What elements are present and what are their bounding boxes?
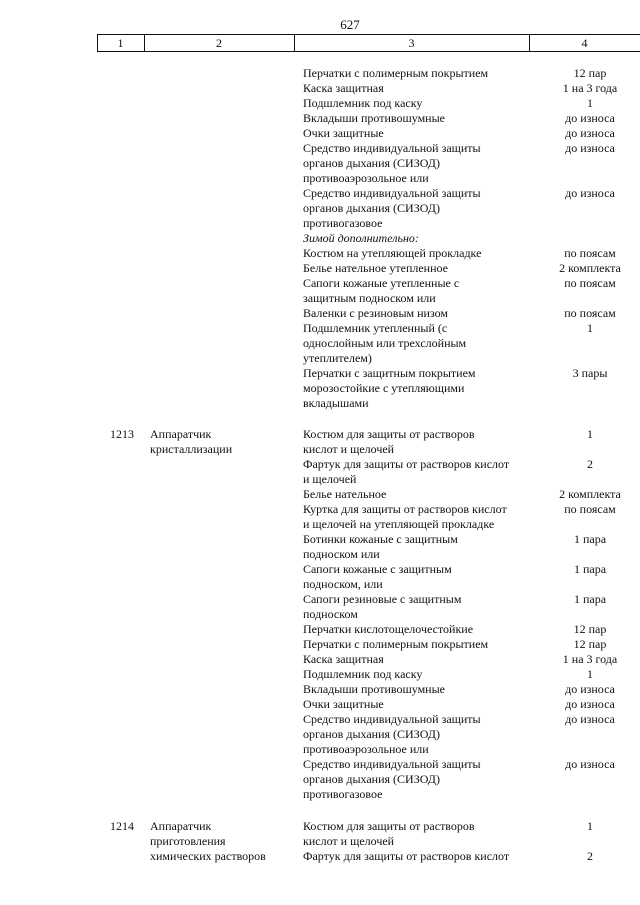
item-text: Вкладыши противошумные	[303, 111, 445, 125]
item-text: Фартук для защиты от растворов кислот	[303, 849, 510, 863]
entry-number: 1214	[110, 819, 134, 833]
item-text: вкладышами	[303, 396, 369, 410]
item-quantity: 1 пара	[573, 532, 607, 546]
item-quantity: 1	[587, 96, 593, 110]
column-header-4: 4	[581, 36, 588, 50]
item-quantity: 1	[587, 321, 593, 335]
item-text: Костюм на утепляющей прокладке	[303, 246, 482, 260]
entry-number: 1213	[110, 427, 134, 441]
item-text: Подшлемник под каску	[303, 667, 423, 681]
item-text: и щелочей	[303, 472, 357, 486]
item-text: Каска защитная	[303, 81, 384, 95]
item-quantity: до износа	[565, 126, 615, 140]
item-quantity: 1 пара	[573, 562, 607, 576]
item-text: Каска защитная	[303, 652, 384, 666]
item-quantity: по поясам	[564, 276, 616, 290]
item-text: Костюм для защиты от растворов	[303, 427, 475, 441]
item-quantity: 2	[587, 457, 593, 471]
item-text: Средство индивидуальной защиты	[303, 186, 481, 200]
column-header-1: 1	[117, 36, 124, 50]
item-quantity: 12 пар	[573, 637, 607, 651]
item-text: подноском или	[303, 547, 380, 561]
item-text: утеплителем)	[303, 351, 372, 365]
item-text: противогазовое	[303, 787, 383, 801]
item-text: и щелочей на утепляющей прокладке	[303, 517, 495, 531]
item-quantity: до износа	[565, 697, 615, 711]
column-header-3: 3	[408, 36, 415, 50]
item-text: подноском	[303, 607, 358, 621]
item-quantity: до износа	[565, 111, 615, 125]
item-text: однослойным или трехслойным	[303, 336, 467, 350]
item-quantity: по поясам	[564, 502, 616, 516]
page-number: 627	[340, 17, 360, 32]
item-text: Фартук для защиты от растворов кислот	[303, 457, 510, 471]
profession-name: химических растворов	[150, 849, 266, 863]
item-quantity: 1	[587, 667, 593, 681]
item-quantity: 2	[587, 849, 593, 863]
item-text: Подшлемник под каску	[303, 96, 423, 110]
item-text: Очки защитные	[303, 697, 384, 711]
item-quantity: 1	[587, 427, 593, 441]
item-text: морозостойкие с утепляющими	[303, 381, 465, 395]
item-text: Сапоги резиновые с защитным	[303, 592, 462, 606]
item-text: Валенки с резиновым низом	[303, 306, 449, 320]
item-quantity: по поясам	[564, 306, 616, 320]
item-text: Костюм для защиты от растворов	[303, 819, 475, 833]
item-text: кислот и щелочей	[303, 442, 395, 456]
item-text: Очки защитные	[303, 126, 384, 140]
profession-name: приготовления	[150, 834, 226, 848]
item-quantity: 1 на 3 года	[562, 81, 618, 95]
item-text: Сапоги кожаные с защитным	[303, 562, 452, 576]
item-quantity: до износа	[565, 757, 615, 771]
column-header-row	[97, 34, 640, 52]
item-quantity: до износа	[565, 141, 615, 155]
item-text: противоаэрозольное или	[303, 742, 429, 756]
item-text: подноском, или	[303, 577, 383, 591]
item-text: Ботинки кожаные с защитным	[303, 532, 458, 546]
item-text: Перчатки с защитным покрытием	[303, 366, 476, 380]
item-text: Перчатки кислотощелочестойкие	[303, 622, 474, 636]
item-text: органов дыхания (СИЗОД)	[303, 772, 440, 786]
item-text: Перчатки с полимерным покрытием	[303, 637, 489, 651]
item-quantity: 2 комплекта	[559, 261, 621, 275]
item-quantity: 2 комплекта	[559, 487, 621, 501]
profession-name: кристаллизации	[150, 442, 233, 456]
item-text: Средство индивидуальной защиты	[303, 141, 481, 155]
item-quantity: 12 пар	[573, 66, 607, 80]
column-header-2: 2	[216, 36, 222, 50]
item-text: органов дыхания (СИЗОД)	[303, 727, 440, 741]
item-quantity: до износа	[565, 712, 615, 726]
item-text: Белье нательное утепленное	[303, 261, 448, 275]
item-text: органов дыхания (СИЗОД)	[303, 156, 440, 170]
item-quantity: 1 пара	[573, 592, 607, 606]
item-text: Сапоги кожаные утепленные с	[303, 276, 460, 290]
item-quantity: 1	[587, 819, 593, 833]
item-text: Средство индивидуальной защиты	[303, 712, 481, 726]
item-quantity: 12 пар	[573, 622, 607, 636]
item-text: противогазовое	[303, 216, 383, 230]
item-text: органов дыхания (СИЗОД)	[303, 201, 440, 215]
item-text: Куртка для защиты от растворов кислот	[303, 502, 507, 516]
item-text: Средство индивидуальной защиты	[303, 757, 481, 771]
item-text: кислот и щелочей	[303, 834, 395, 848]
profession-name: Аппаратчик	[150, 427, 212, 441]
profession-name: Аппаратчик	[150, 819, 212, 833]
item-quantity: 3 пары	[572, 366, 608, 380]
item-text: Подшлемник утепленный (с	[303, 321, 448, 335]
item-text: Белье нательное	[303, 487, 387, 501]
item-quantity: до износа	[565, 186, 615, 200]
item-text: защитным подноском или	[303, 291, 436, 305]
item-text: противоаэрозольное или	[303, 171, 429, 185]
item-text: Вкладыши противошумные	[303, 682, 445, 696]
item-quantity: до износа	[565, 682, 615, 696]
item-text: Зимой дополнительно:	[303, 231, 419, 245]
item-quantity: по поясам	[564, 246, 616, 260]
item-text: Перчатки с полимерным покрытием	[303, 66, 489, 80]
item-quantity: 1 на 3 года	[562, 652, 618, 666]
